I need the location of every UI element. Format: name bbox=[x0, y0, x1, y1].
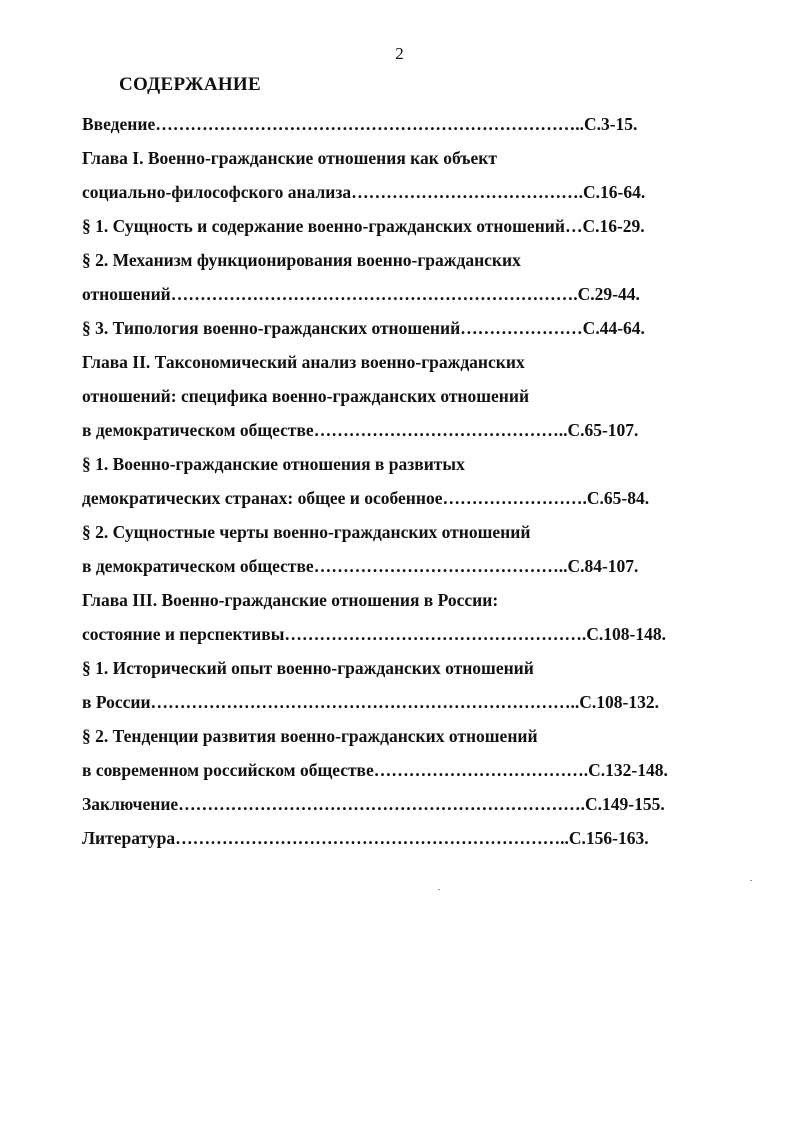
toc-line-ch3-section-2-cont: в современном российском обществе……………………………….С.132-148. bbox=[82, 760, 668, 780]
toc-line-ch2-section-1: § 1. Военно-гражданские отношения в развитых bbox=[82, 454, 465, 474]
toc-line-ch3-section-2: § 2. Тенденции развития военно-гражданских отношений bbox=[82, 726, 538, 746]
toc-line-chapter-1-title: Глава I. Военно-гражданские отношения как объект bbox=[82, 148, 497, 168]
toc-line-conclusion: Заключение…………………………………………………………….С.149-155. bbox=[82, 794, 665, 814]
toc-line-ch2-section-1-cont: демократических странах: общее и особенное…………………….С.65-84. bbox=[82, 488, 650, 508]
toc-line-introduction: Введение………………………………………………………………..С.3-15. bbox=[82, 114, 638, 134]
toc-line-chapter-3-title: Глава III. Военно-гражданские отношения в России: bbox=[82, 590, 499, 610]
toc-line-chapter-1-title-cont: социально-философского анализа………………………………….С.16-64. bbox=[82, 182, 646, 202]
toc-line-chapter-2-title: Глава II. Таксономический анализ военно-гражданских bbox=[82, 352, 525, 372]
toc-line-ch3-section-1-cont: в России………………………………………………………………..С.108-132. bbox=[82, 692, 659, 712]
toc-line-ch2-section-2-cont: в демократическом обществе……………………………………..С.84-107. bbox=[82, 556, 639, 576]
toc-line-ch1-section-1: § 1. Сущность и содержание военно-гражданских отношений…С.16-29. bbox=[82, 216, 645, 236]
toc-line-ch1-section-3: § 3. Типология военно-гражданских отношений…………………С.44-64. bbox=[82, 318, 645, 338]
page-number: 2 bbox=[395, 44, 404, 63]
toc-title: СОДЕРЖАНИЕ bbox=[119, 74, 261, 95]
toc-line-chapter-3-title-cont: состояние и перспективы…………………………………………….С.108-148. bbox=[82, 624, 666, 644]
table-of-contents bbox=[82, 110, 752, 858]
toc-line-literature: Литература…………………………………………………………..С.156-163. bbox=[82, 828, 649, 848]
scan-speck bbox=[438, 889, 440, 890]
toc-line-ch1-section-2: § 2. Механизм функционирования военно-гражданских bbox=[82, 250, 521, 270]
toc-line-chapter-2-title-cont2: в демократическом обществе……………………………………..С.65-107. bbox=[82, 420, 639, 440]
scan-speck bbox=[750, 880, 752, 881]
toc-line-ch1-section-2-cont: отношений…………………………………………………………….С.29-44. bbox=[82, 284, 640, 304]
toc-line-ch3-section-1: § 1. Исторический опыт военно-гражданских отношений bbox=[82, 658, 534, 678]
toc-line-ch2-section-2: § 2. Сущностные черты военно-гражданских отношений bbox=[82, 522, 531, 542]
toc-line-chapter-2-title-cont: отношений: специфика военно-гражданских отношений bbox=[82, 386, 530, 406]
